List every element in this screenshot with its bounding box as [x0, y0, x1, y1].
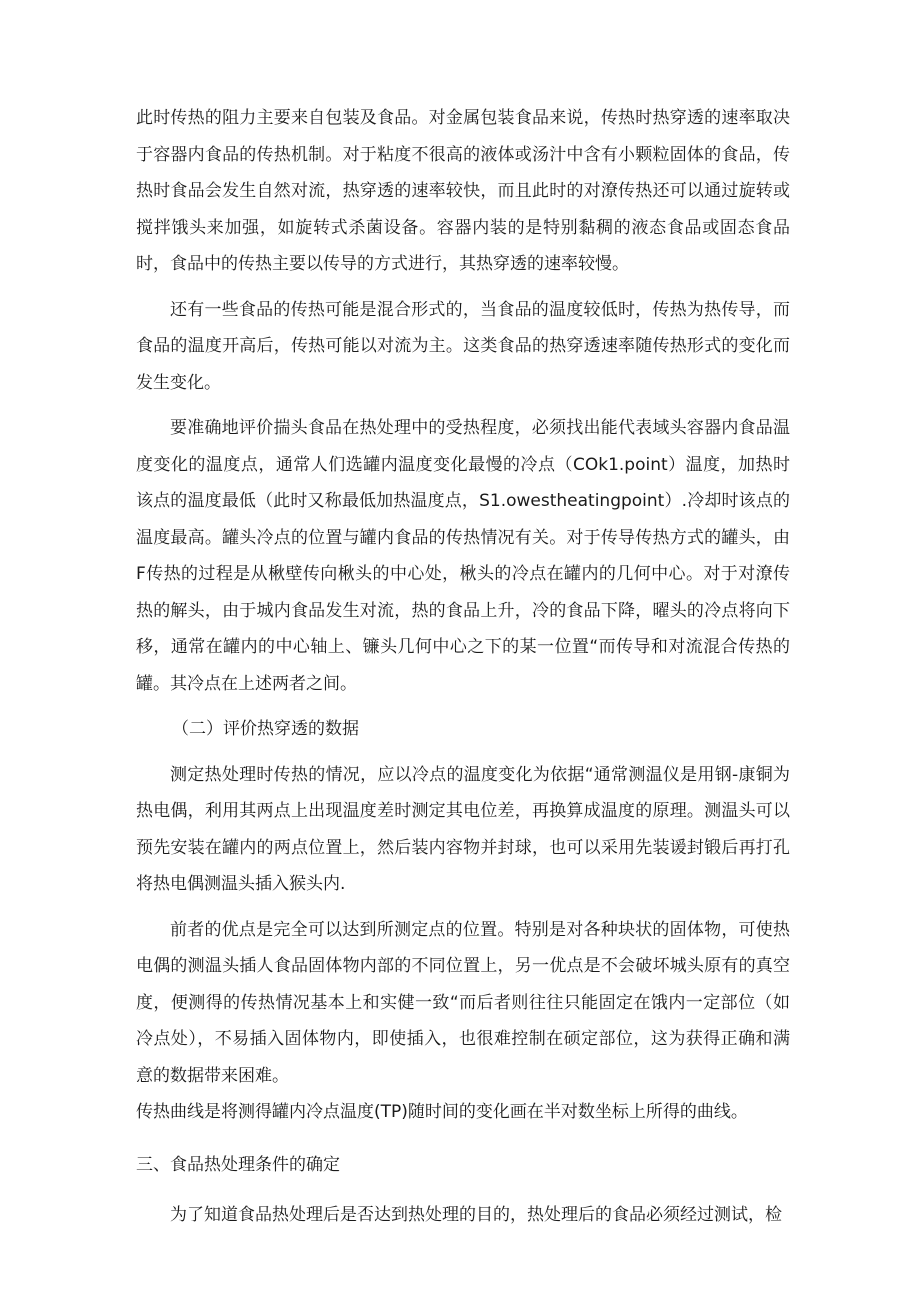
- paragraph-heat-curve: 传热曲线是将测得罐内冷点温度(TP)随时间的变化画在半对数坐标上所得的曲线。: [136, 1102, 748, 1122]
- section-heading: 三、食品热处理条件的确定: [136, 1154, 340, 1175]
- paragraph-mixed-heat-transfer: 还有一些食品的传热可能是混合形式的，当食品的温度较低时，传热为热传导，而食品的温度开高后，传热可能以对流为主。这类食品的热穿透速率随传热形式的变化而发生变化。: [136, 299, 790, 393]
- paragraph-cold-point: 要准确地评价揣头食品在热处理中的受热程度，必须找出能代表域头容器内食品温度变化的温度点，通常人们选罐内温度变化最慢的冷点（COk1.point）温度，加热时该点的温度最低（此时又称最低加热温度点，S1.owestheatingpoint）.冷却时该点的温度最高。罐头冷点的位置与罐内食品的传热情况有关。对于传导传热方式的罐头，由F传热的过程是从楸壁传向楸头的中心处，楸头的冷点在罐内的几何中心。对于对潦传热的解头，由于城内食品发生对流，热的食品上升，冷的食品下降，曜头的冷点将向下移，通常在罐内的中心轴上、镰头几何中心之下的某一位置“而传导和对流混合传热的罐。其冷点在上述两者之间。: [136, 418, 790, 694]
- paragraph-advantages: 前者的优点是完全可以达到所测定点的位置。特别是对各种块状的固体物，可使热电偶的测温头插人食品固体物内部的不同位置上，另一优点是不会破坏城头原有的真空度，便测得的传热情况基本上和实健一致“而后者则往往只能固定在饿内一定部位（如冷点处），不易插入固体物内，即使插入，也很难控制在硕定部位，这为获得正确和满意的数据带来困难。: [136, 919, 790, 1086]
- document-page: [136, 100, 790, 1234]
- paragraph-heat-resistance: 此时传热的阻力主要来自包装及食品。对金属包装食品来说，传热时热穿透的速率取决于容器内食品的传热机制。对于粘度不很高的液体或汤汁中含有小颗粒固体的食品，传热时食品会发生自然对流，热穿透的速率较快，而且此时的对潦传热还可以通过旋转或搅拌饿头来加强，如旋转式杀菌设备。容器内装的是特别黏稠的液态食品或固态食品时，食品中的传热主要以传导的方式进行，其热穿透的速率较慢。: [136, 108, 790, 274]
- paragraph-measurement: 测定热处理时传热的情况，应以冷点的温度变化为依据“通常测温仪是用钢-康铜为热电偶，利用其两点上出现温度差时测定其电位差，再换算成温度的原理。测温头可以预先安装在罐内的两点位置上，然后装内容物并封球，也可以采用先装谖封锻后再打孔将热电偶测温头插入猴头内.: [136, 764, 790, 894]
- paragraph-testing: 为了知道食品热处理后是否达到热处理的目的，热处理后的食品必须经过测试，检: [170, 1205, 782, 1225]
- section-subheading: （二）评价热穿透的数据: [172, 719, 359, 739]
